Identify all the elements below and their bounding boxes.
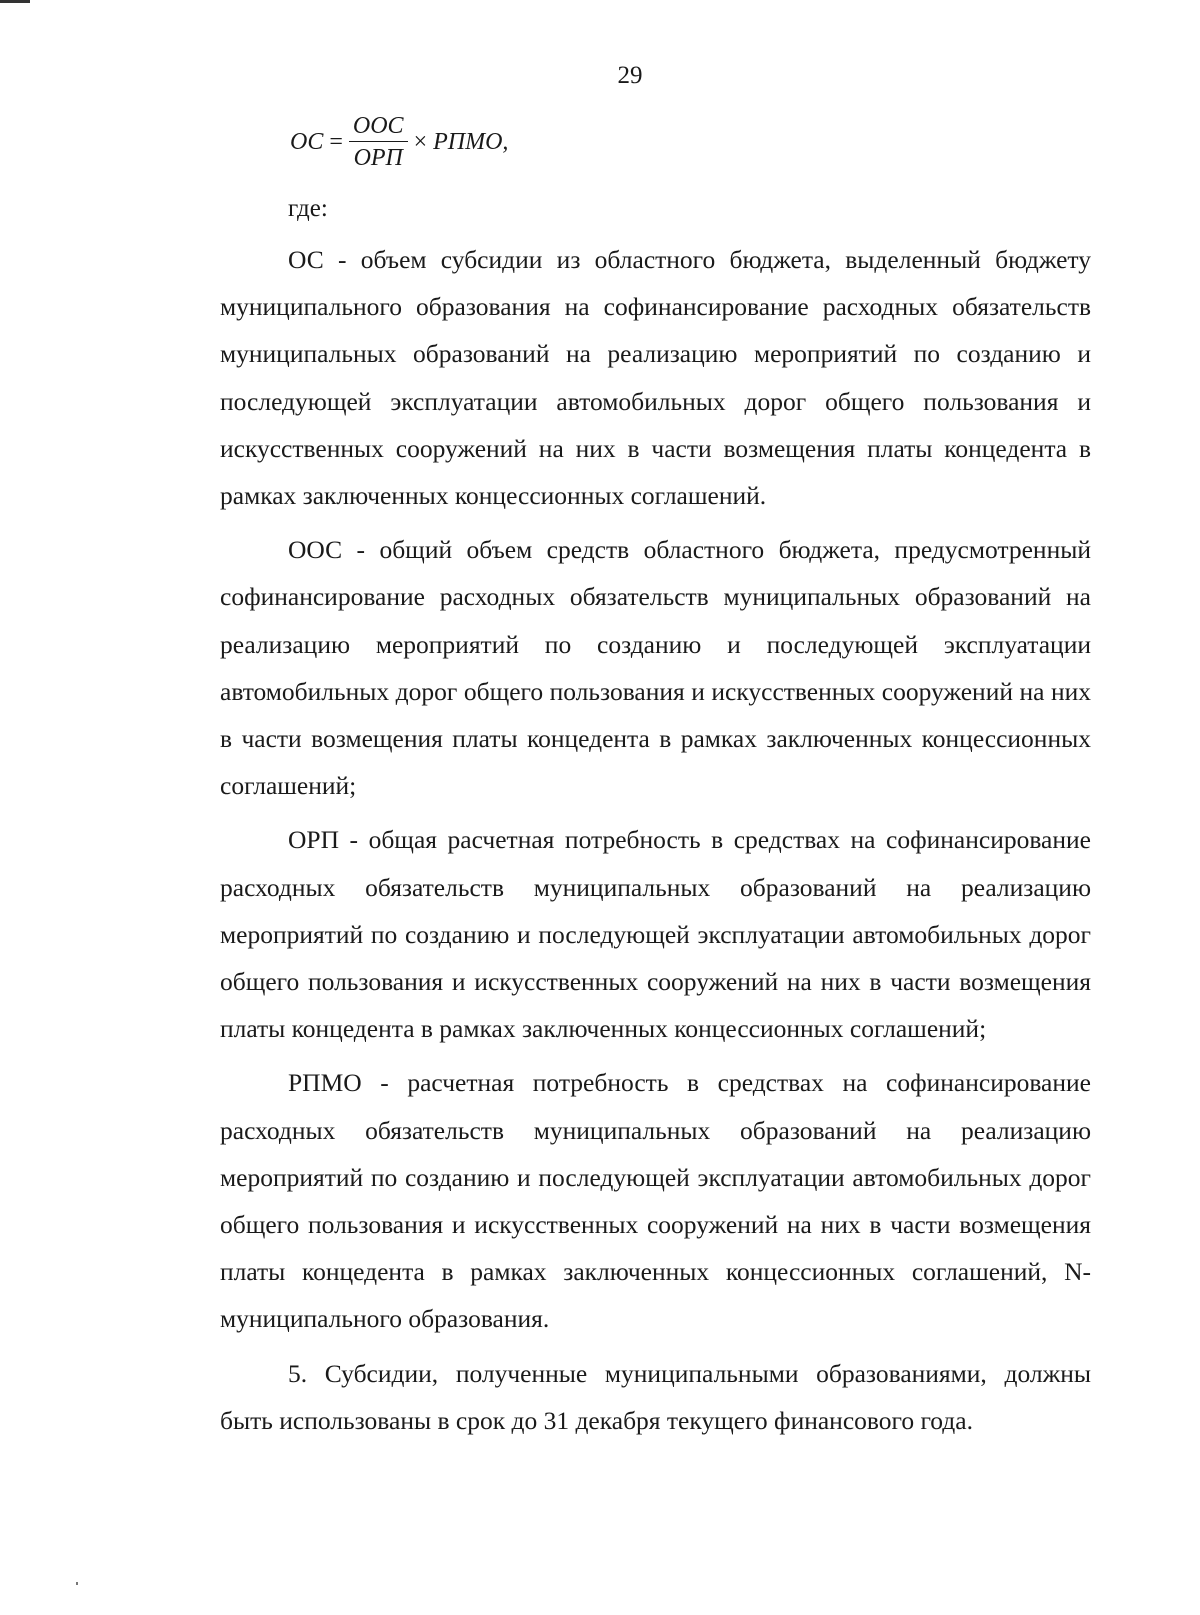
where-label: где: — [288, 195, 328, 222]
formula-equals: = — [329, 128, 343, 155]
scan-edge-mark — [0, 0, 30, 3]
formula-fraction — [349, 112, 408, 172]
page-number: 29 — [617, 62, 643, 89]
paragraph-rpmo: РПМО - расчетная потребность в средствах на софинансирование расходных обязательств муниципальных образований на реализацию мероприятий по созданию и последующей эксплуатации автомобильных дорог общего пользования и искусственных сооружений на них в части возмещения платы концедента в рамках заключенных концессионных соглашений, N-муниципального образования. — [220, 1068, 1091, 1334]
body-text — [220, 236, 1091, 1451]
formula-times: × — [413, 128, 428, 155]
formula-numerator: ООС — [349, 112, 408, 142]
scan-speck — [76, 1582, 78, 1585]
paragraph-os: ОС - объем субсидии из областного бюджета, выделенный бюджету муниципального образования на софинансирование расходных обязательств муниципальных образований на реализацию мероприятий по созданию и последующей эксплуатации автомобильных дорог общего пользования и искусственных сооружений на них в части возмещения платы концедента в рамках заключенных концессионных соглашений. — [220, 245, 1091, 511]
formula — [290, 112, 508, 172]
formula-denominator: ОРП — [353, 145, 403, 171]
paragraph-oos: ООС - общий объем средств областного бюджета, предусмотренный софинансирование расходных обязательств муниципальных образований на реализацию мероприятий по созданию и последующей эксплуатации автомобильных дорог общего пользования и искусственных сооружений на них в части возмещения платы концедента в рамках заключенных концессионных соглашений; — [220, 535, 1091, 801]
paragraph-orp: ОРП - общая расчетная потребность в средствах на софинансирование расходных обязательств муниципальных образований на реализацию мероприятий по созданию и последующей эксплуатации автомобильных дорог общего пользования и искусственных сооружений на них в части возмещения платы концедента в рамках заключенных концессионных соглашений; — [220, 825, 1091, 1044]
paragraph-item-5: 5. Субсидии, полученные муниципальными образованиями, должны быть использованы в срок до 31 декабря текущего финансового года. — [220, 1358, 1091, 1435]
formula-factor: РПМО, — [433, 128, 509, 155]
formula-lhs: ОС — [290, 128, 324, 155]
